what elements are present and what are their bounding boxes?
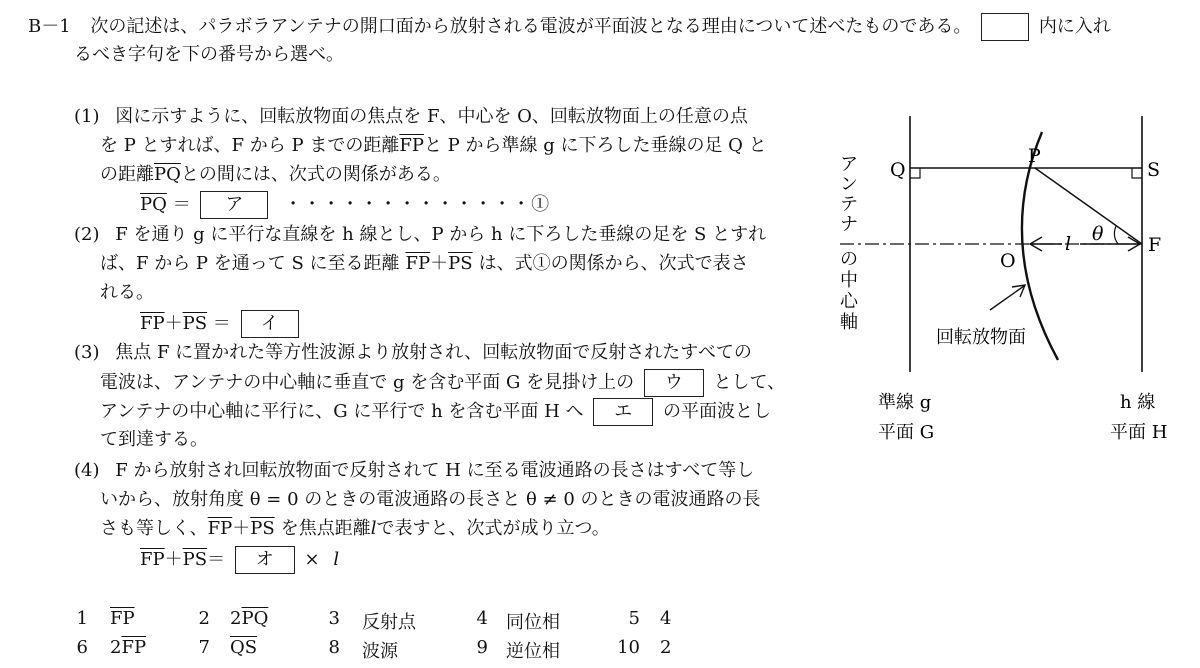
s4-line1 <box>74 458 754 484</box>
axis-char: ア <box>840 154 858 175</box>
s2-line1 <box>74 222 766 248</box>
s1-text3a: の距離 <box>100 164 154 185</box>
fp-symbol: $\overline{FP}$ <box>399 135 424 156</box>
label-p: P <box>1028 145 1041 167</box>
option-number: 3 <box>328 608 340 629</box>
equals: ＝ <box>212 313 231 334</box>
pointer-arrow <box>990 286 1024 310</box>
axis-char: ン <box>840 174 858 195</box>
pq-symbol: $\overline{PQ}$ <box>154 164 181 185</box>
s3-line4: て到達する。 <box>100 429 208 450</box>
s1-text2b: と P から準線 g に下ろした垂線の足 Q と <box>423 135 767 156</box>
axis-char: 心 <box>840 291 858 312</box>
fp-symbol: $\overline{FP}$ <box>207 518 233 539</box>
s3-line1 <box>74 340 752 366</box>
option-text <box>230 608 268 629</box>
intro-text: 次の記述は、パラボラアンテナの開口面から放射される電波が平面波となる理由について述べたものである。 <box>90 16 972 37</box>
plus: ＋ <box>164 313 183 334</box>
fp-symbol: $\overline{FP}$ <box>140 549 165 570</box>
axis-char: 中 <box>840 270 858 291</box>
paraboloid-label: 回転放物面 <box>936 327 1026 348</box>
s4-text1: F から放射され回転放物面で反射されて H に至る電波通路の長さはすべて等し <box>115 460 755 481</box>
times: × <box>304 549 320 570</box>
s3-text3b: の平面波とし <box>663 401 772 422</box>
option-text: $\overline{QS}$ <box>230 637 258 658</box>
option-number: 7 <box>198 637 210 658</box>
h-line-label: h 線 <box>1120 392 1156 413</box>
option-text: 逆位相 <box>506 641 560 662</box>
s1-text1: 図に示すように、回転放物面の焦点を F、中心を O、回転放物面上の任意の点 <box>115 106 748 127</box>
s3-line3 <box>100 398 771 426</box>
equals: ＝ <box>207 549 226 570</box>
ps-symbol: $\overline{PS}$ <box>182 313 208 334</box>
option-number: 8 <box>328 637 340 658</box>
equals: ＝ <box>172 194 191 215</box>
right-angle-s <box>1132 168 1142 178</box>
s4-text3b: を焦点距離 <box>280 518 371 539</box>
question-header <box>28 13 1111 41</box>
g-plane-label: 平面 G <box>878 422 935 443</box>
option-number: 10 <box>617 637 640 658</box>
option-number: 5 <box>628 608 640 629</box>
ps-symbol: $\overline{PS}$ <box>182 549 208 570</box>
h-plane-label: 平面 H <box>1110 422 1168 443</box>
option-text: 2 <box>660 637 672 658</box>
s4-line3 <box>100 516 610 542</box>
s3-text1: 焦点 F に置かれた等方性波源より放射され、回転放物面で反射されたすべての <box>115 342 752 363</box>
s4-text3c: で表すと、次式が成り立つ。 <box>376 518 610 539</box>
g-line-label: 準線 g <box>878 392 932 413</box>
s3-text3a: アンテナの中心軸に平行に、G に平行で h を含む平面 H へ <box>100 401 584 422</box>
option-text: 同位相 <box>506 612 560 633</box>
intro-line-2: るべき字句を下の番号から選べ。 <box>74 44 344 65</box>
s1-line3 <box>100 162 451 188</box>
answer-box-o: オ <box>235 546 295 574</box>
option-number: 9 <box>476 637 488 658</box>
right-angle-q <box>910 168 920 178</box>
axis-char: ナ <box>840 214 858 235</box>
label-l: l <box>1065 233 1072 255</box>
fp-symbol: $\overline{FP}$ <box>140 313 165 334</box>
theta-arc <box>1114 226 1118 244</box>
answer-box-a: ア <box>200 191 268 219</box>
axis-char: の <box>840 249 858 270</box>
s1-equation <box>140 191 550 219</box>
option-over: $\overline{PQ}$ <box>241 608 269 629</box>
label-s: S <box>1147 159 1161 181</box>
l-symbol: l <box>333 549 340 570</box>
axis-char: テ <box>840 194 858 215</box>
plus: ＋ <box>164 549 183 570</box>
ps-symbol: $\overline{PS}$ <box>448 253 473 274</box>
option-number: 4 <box>476 608 488 629</box>
option-number: 1 <box>76 608 88 629</box>
option-over: $\overline{FP}$ <box>121 637 147 658</box>
eq1-tail: ・・・・・・・・・・・・・① <box>284 194 551 215</box>
s3-text2a: 電波は、アンテナの中心軸に垂直で g を含む平面 G を見掛け上の <box>100 372 635 393</box>
s4-num: (4) <box>74 460 100 481</box>
option-number: 2 <box>198 608 210 629</box>
s3-line2 <box>100 369 785 397</box>
option-text: $\overline{FP}$ <box>110 608 135 629</box>
option-text: 反射点 <box>362 612 416 633</box>
s3-num: (3) <box>74 342 100 363</box>
option-number: 6 <box>76 637 88 658</box>
s2-line2 <box>100 251 749 277</box>
label-q: Q <box>890 159 906 181</box>
option-prefix: 2 <box>230 608 242 629</box>
option-text: 4 <box>660 608 672 629</box>
parabola-diagram <box>830 110 1190 450</box>
answer-box-i: イ <box>241 310 299 338</box>
s1-num: (1) <box>74 106 100 127</box>
ps-symbol: $\overline{PS}$ <box>250 518 275 539</box>
axis-char: 軸 <box>840 312 858 333</box>
label-f: F <box>1148 234 1162 256</box>
label-theta: θ <box>1092 223 1104 245</box>
answer-box-e: エ <box>593 398 653 426</box>
s4-equation <box>140 546 339 574</box>
s3-text2b: として、 <box>713 372 786 393</box>
s2-text2b: は、式①の関係から、次式で表さ <box>478 253 749 274</box>
blank-box <box>981 13 1029 41</box>
fp-symbol: $\overline{FP}$ <box>405 253 431 274</box>
intro-text-end: 内に入れ <box>1038 16 1111 37</box>
question-id: B－1 <box>28 16 71 37</box>
plus: ＋ <box>430 253 449 274</box>
l-symbol: l <box>370 518 377 539</box>
option-text: 波源 <box>362 641 398 662</box>
s2-line3: れる。 <box>100 282 154 303</box>
pf-line <box>1035 168 1142 244</box>
s1-text2a: を P とすれば、F から P までの距離 <box>100 135 400 156</box>
s4-text3a: さも等しく、 <box>100 518 208 539</box>
s1-text3b: との間には、次式の関係がある。 <box>180 164 451 185</box>
s1-line2 <box>100 133 767 159</box>
pq-symbol: $\overline{PQ}$ <box>140 194 167 215</box>
plus: ＋ <box>232 518 251 539</box>
s2-num: (2) <box>74 224 100 245</box>
label-o: O <box>1000 250 1016 272</box>
s2-equation <box>140 310 303 338</box>
s1-line1 <box>74 104 748 130</box>
option-prefix: 2 <box>110 637 122 658</box>
s2-text1: F を通り g に平行な直線を h 線とし、P から h に下ろした垂線の足を S とすれ <box>115 224 767 245</box>
option-text <box>110 637 146 658</box>
s2-text2a: ば、F から P を通って S に至る距離 <box>100 253 400 274</box>
answer-box-u: ウ <box>644 369 704 397</box>
s4-line2: いから、放射角度 θ = 0 のときの電波通路の長さと θ ≠ 0 のときの電波通路の長 <box>100 489 761 510</box>
